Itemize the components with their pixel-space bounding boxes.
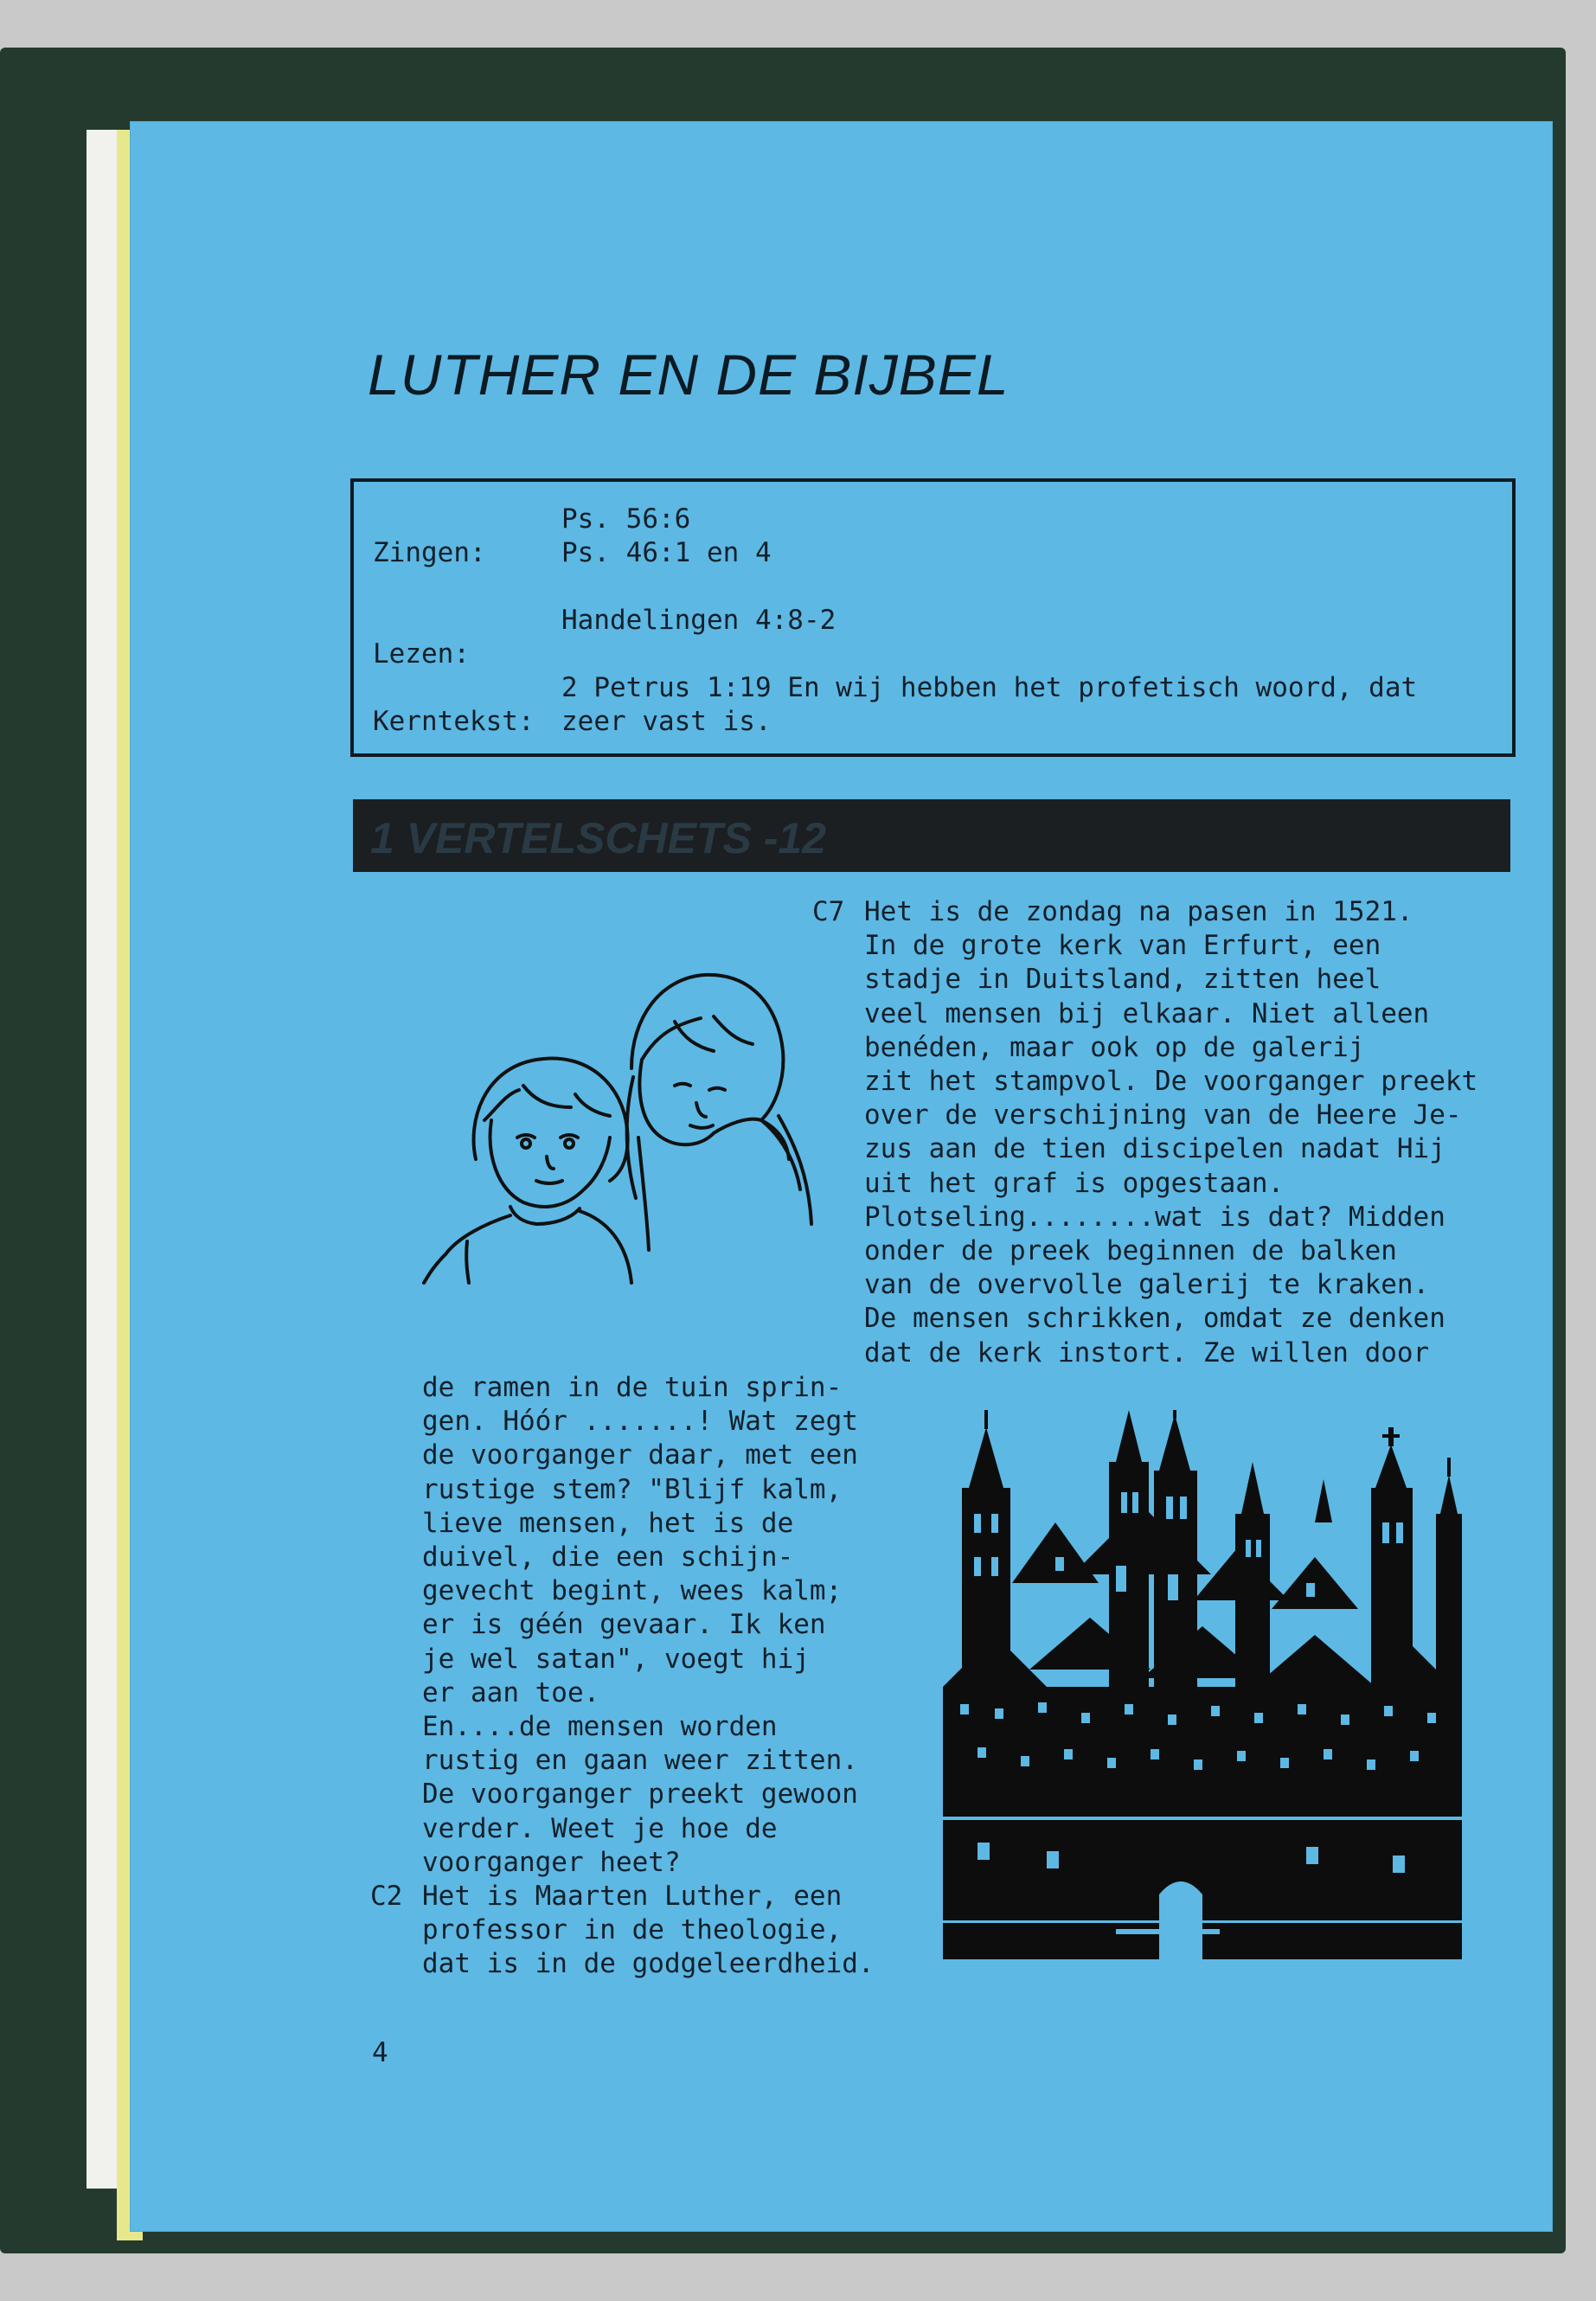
- section-bar-text: 1 VERTELSCHETS -12: [370, 814, 827, 862]
- story-line: er is géén gevaar. Ik ken: [422, 1609, 826, 1641]
- story-line: van de overvolle galerij te kraken.: [864, 1269, 1430, 1301]
- story-line: onder de preek beginnen de balken: [864, 1235, 1397, 1267]
- story-line: de voorganger daar, met een: [422, 1439, 858, 1471]
- story-line: De mensen schrikken, omdat ze denken: [864, 1303, 1445, 1335]
- paragraph-marker: C2: [370, 1881, 403, 1912]
- info-label: Lezen:: [373, 638, 470, 670]
- story-line: benéden, maar ook op de galerij: [864, 1031, 1365, 1063]
- story-line: dat is in de godgeleerdheid.: [422, 1948, 875, 1980]
- info-label: Kerntekst:: [373, 706, 535, 737]
- story-line: zus aan de tien discipelen nadat Hij: [864, 1133, 1445, 1165]
- story-line: Het is Maarten Luther, een: [422, 1881, 843, 1912]
- story-line: En....de mensen worden: [422, 1711, 778, 1743]
- story-line: professor in de theologie,: [422, 1914, 843, 1946]
- story-line: duivel, die een schijn-: [422, 1541, 794, 1574]
- story-line: stadje in Duitsland, zitten heel: [864, 964, 1381, 996]
- children-illustration: [415, 965, 822, 1285]
- story-line: gevecht begint, wees kalm;: [422, 1575, 843, 1607]
- info-value: Ps. 46:1 en 4: [561, 537, 772, 568]
- story-line: je wel satan", voegt hij: [422, 1643, 810, 1675]
- story-line: In de grote kerk van Erfurt, een: [864, 930, 1381, 962]
- info-value: Ps. 56:6: [561, 503, 691, 535]
- story-line: over de verschijning van de Heere Je-: [864, 1099, 1462, 1131]
- story-line: gen. Hóór .......! Wat zegt: [422, 1406, 858, 1438]
- section-bar: [353, 799, 1510, 872]
- city-illustration: [943, 1410, 1462, 1959]
- story-line: dat de kerk instort. Ze willen door: [864, 1336, 1430, 1368]
- info-box: [350, 478, 1516, 757]
- story-line: er aan toe.: [422, 1676, 600, 1708]
- info-label: Zingen:: [373, 537, 486, 568]
- story-paragraph-2: [422, 1371, 858, 1880]
- info-value: Handelingen 4:8-2: [561, 605, 836, 636]
- story-line: Het is de zondag na pasen in 1521.: [864, 896, 1413, 927]
- story-line: verder. Weet je hoe de: [422, 1812, 778, 1844]
- story-line: rustig en gaan weer zitten.: [422, 1745, 858, 1777]
- story-paragraph-3: [422, 1880, 875, 1982]
- story-line: Plotseling........wat is dat? Midden: [864, 1201, 1445, 1233]
- story-line: uit het graf is opgestaan.: [864, 1167, 1285, 1199]
- page-title: LUTHER EN DE BIJBEL: [368, 343, 1010, 407]
- paragraph-marker: C7: [812, 896, 845, 927]
- story-line: lieve mensen, het is de: [422, 1507, 794, 1539]
- story-paragraph-1: [864, 895, 1477, 1370]
- info-value: 2 Petrus 1:19 En wij hebben het profetisch woord, dat: [561, 672, 1418, 703]
- story-line: rustige stem? "Blijf kalm,: [422, 1473, 843, 1505]
- story-line: De voorganger preekt gewoon: [422, 1779, 858, 1811]
- info-value: zeer vast is.: [561, 706, 772, 737]
- story-line: de ramen in de tuin sprin-: [422, 1372, 843, 1403]
- story-line: voorganger heet?: [422, 1846, 681, 1878]
- story-line: zit het stampvol. De voorganger preekt: [864, 1066, 1478, 1098]
- story-line: veel mensen bij elkaar. Niet alleen: [864, 997, 1430, 1029]
- page-number: 4: [372, 2037, 388, 2068]
